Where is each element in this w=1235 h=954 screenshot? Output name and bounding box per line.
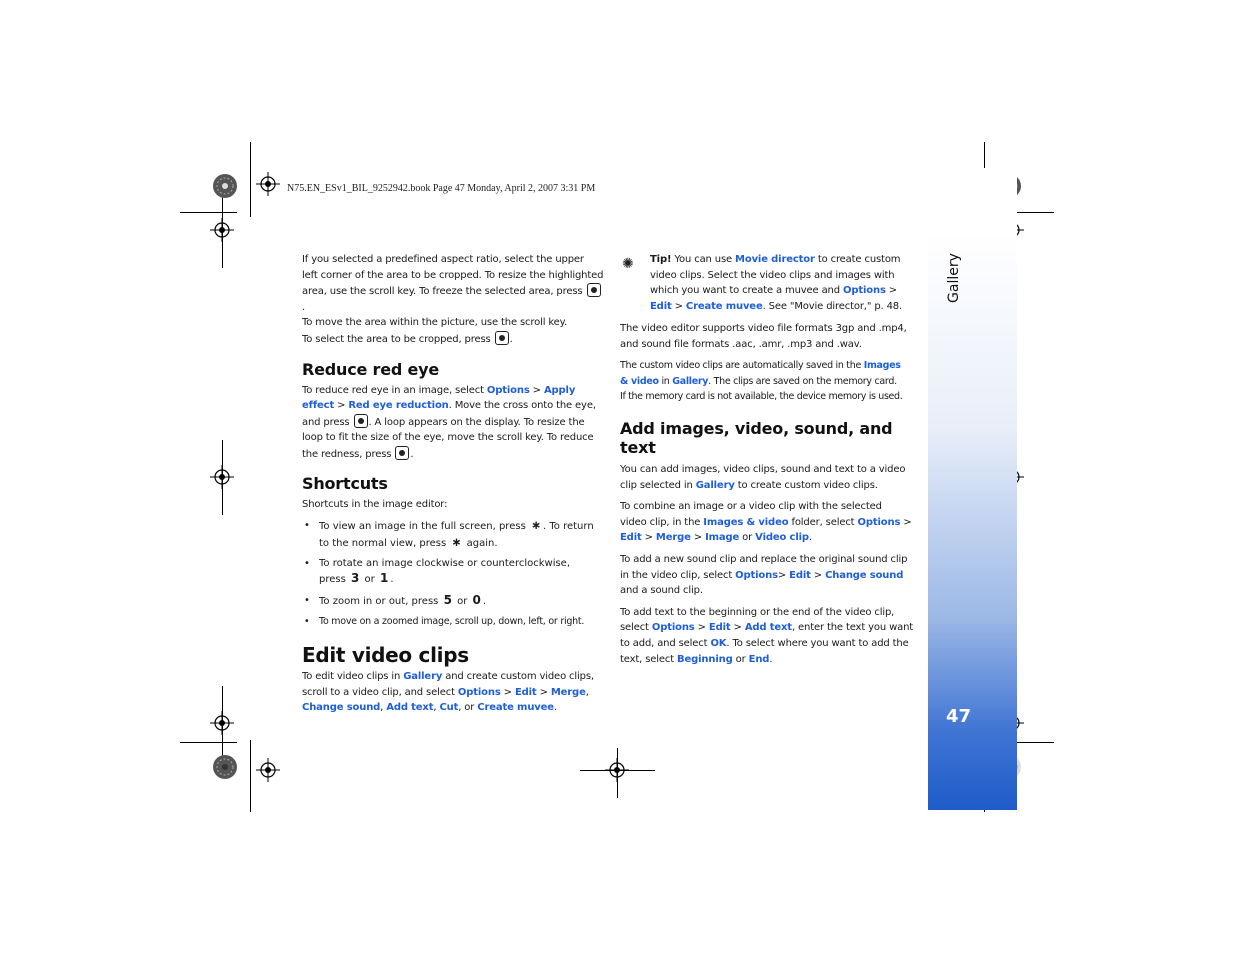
menu-apply: Apply (543, 384, 576, 396)
menu-create-muvee: Create muvee (685, 300, 763, 312)
right-column (620, 321, 924, 667)
edit-video-clips-paragraph: To edit video clips in Gallery and create custom video clips, scroll to a video clip, and select Options > Edit > Merge, Change sound, Add text, Cut, or Create muvee. (302, 671, 594, 714)
registration-mark-icon (210, 711, 234, 735)
menu-options: Options (486, 384, 530, 396)
menu-gallery: Gallery (403, 671, 443, 683)
menu-options: Options (651, 622, 695, 634)
list-item: • To view an image in the full screen, press ∗ . To return to the normal view, press ∗ again. (302, 518, 604, 551)
menu-end: End (748, 653, 770, 665)
shortcuts-list (302, 518, 604, 629)
add-paragraph-2: To combine an image or a video clip with the selected video clip, in the Images & video folder, select Options > Edit > Merge > Image or Video clip. (620, 501, 912, 544)
menu-options: Options (857, 516, 901, 528)
intro-paragraph: If you selected a predefined aspect ratio, select the upper left corner of the area to be cropped. To resize the highlighted area, use the scroll key. To freeze the selected area, press . To move the area within the picture, use the scroll key. To select the area to be cropped, press . (302, 254, 604, 345)
saved-paragraph: The custom video clips are automatically saved in the Images & video in Gallery. The clips are saved on the memory card. If the memory card is not available, the device memory is used. (620, 360, 903, 403)
select-key-icon (354, 414, 368, 428)
list-item: • To zoom in or out, press 5 or 0 . (302, 593, 604, 610)
print-slug: N75.EN_ESv1_BIL_9252942.book Page 47 Monday, April 2, 2007 3:31 PM (287, 183, 596, 194)
star-key-icon: ∗ (530, 518, 542, 533)
menu-options: Options (842, 285, 886, 297)
select-key-icon (495, 331, 509, 345)
list-item: • To move on a zoomed image, scroll up, down, left, or right. (302, 614, 604, 630)
section-label: Gallery (946, 253, 962, 303)
shortcuts-heading: Shortcuts (302, 473, 388, 493)
menu-merge: Merge (550, 686, 586, 698)
select-key-icon (395, 446, 409, 460)
menu-change-sound: Change sound (302, 702, 381, 714)
star-key-icon: ∗ (451, 534, 462, 549)
registration-mark-icon (210, 218, 234, 242)
add-paragraph-1: You can add images, video clips, sound and text to a video clip selected in Gallery to create custom video clips. (620, 463, 906, 491)
menu-image: Image (705, 532, 740, 544)
menu-edit: Edit (789, 569, 811, 581)
registration-mark-icon (605, 758, 629, 782)
menu-change-sound: Change sound (825, 569, 904, 581)
tip-box: Tip! You can use Movie director to create custom video clips. Select the video clips and images with which you want to create a muvee and Options > Edit > Create muvee. See "Movie director," p. 48. (650, 254, 903, 312)
menu-create-muvee: Create muvee (477, 702, 554, 714)
menu-cut: Cut (439, 702, 459, 714)
menu-edit: Edit (708, 622, 731, 634)
shortcuts-lead: Shortcuts in the image editor: (302, 498, 448, 510)
menu-gallery: Gallery (672, 375, 709, 387)
menu-movie-director: Movie director (735, 254, 815, 265)
list-item: • To rotate an image clockwise or counterclockwise, press 3 or 1 . (302, 556, 604, 588)
key-5-icon: 5 (443, 592, 452, 607)
folder-video: & video (620, 375, 659, 387)
key-0-icon: 0 (472, 592, 481, 607)
key-1-icon: 1 (379, 571, 389, 586)
page-number: 47 (946, 706, 972, 727)
menu-edit: Edit (514, 686, 537, 698)
left-column (302, 252, 604, 716)
menu-video-clip: Video clip (755, 532, 809, 544)
edit-video-clips-heading: Edit video clips (302, 643, 469, 668)
add-images-heading: Add images, video, sound, and text (620, 418, 893, 457)
menu-options: Options (735, 569, 778, 581)
menu-options: Options (457, 686, 501, 698)
folder-images: Images (863, 360, 901, 372)
key-3-icon: 3 (351, 571, 360, 586)
color-bar-disc-icon (212, 173, 238, 199)
reduce-red-eye-heading: Reduce red eye (302, 359, 440, 379)
menu-add-text: Add text (744, 622, 792, 634)
registration-mark-icon (256, 172, 280, 196)
add-paragraph-3: To add a new sound clip and replace the original sound clip in the video clip, select Options> Edit > Change sound and a sound clip. (620, 553, 908, 597)
menu-edit: Edit (620, 532, 642, 544)
color-bar-disc-icon (212, 754, 238, 780)
reduce-red-eye-paragraph: To reduce red eye in an image, select Options > Apply effect > Red eye reduction. Move the cross onto the eye, and press . A loop appears on the display. To resize the loop to fit the size of the eye, move the scroll key. To reduce the redness, press . (302, 384, 596, 460)
menu-gallery: Gallery (695, 479, 735, 491)
menu-edit: Edit (650, 300, 672, 312)
registration-mark-icon (256, 758, 280, 782)
menu-effect: effect (302, 400, 335, 412)
menu-red-eye-reduction: Red eye reduction (348, 400, 449, 412)
menu-ok: OK (710, 637, 727, 649)
section-sidebar (928, 168, 1017, 810)
add-paragraph-4: To add text to the beginning or the end of the video clip, select Options > Edit > Add text, enter the text you want to add, and select OK. To select where you want to add the text, select Beginning or End. (620, 606, 914, 665)
folder-images-video: Images & video (703, 516, 789, 528)
menu-merge: Merge (655, 532, 691, 544)
menu-beginning: Beginning (677, 653, 733, 665)
tip-bulb-icon: ✺ (622, 256, 634, 272)
formats-paragraph: The video editor supports video file formats 3gp and .mp4, and sound file formats .aac, .amr, .mp3 and .wav. (620, 323, 907, 350)
menu-add-text: Add text (386, 702, 434, 714)
registration-mark-icon (210, 465, 234, 489)
select-key-icon (587, 283, 601, 297)
